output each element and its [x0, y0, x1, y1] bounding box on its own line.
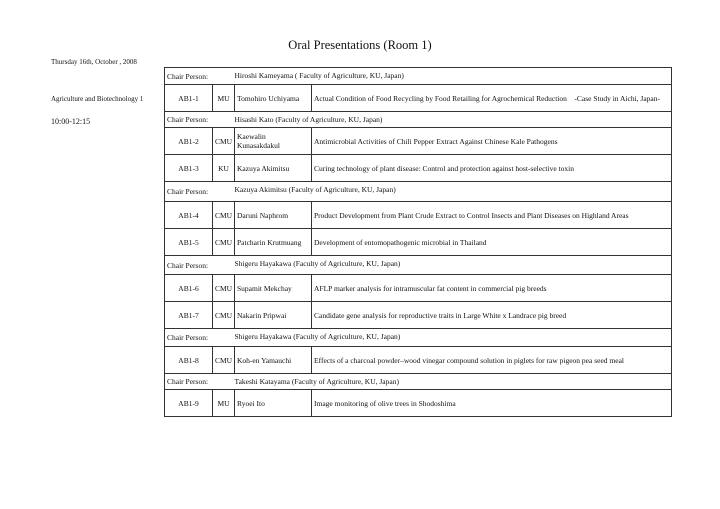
- chair-row: [165, 112, 672, 128]
- chair-name: Shigeru Hayakawa (Faculty of Agriculture, KU, Japan): [235, 256, 672, 275]
- chair-row: [165, 329, 672, 347]
- presentation-university: KU: [213, 155, 235, 182]
- chair-label: Chair Person:: [165, 182, 235, 202]
- presentation-university: MU: [213, 390, 235, 417]
- presentation-university: MU: [213, 85, 235, 112]
- presentation-title: Candidate gene analysis for reproductive traits in Large White x Landrace pig breed: [312, 302, 672, 329]
- presentation-title: Curing technology of plant disease: Control and protection against host-selective toxin: [312, 155, 672, 182]
- presentation-university: CMU: [213, 275, 235, 302]
- presentation-title: Image monitoring of olive trees in Shodoshima: [312, 390, 672, 417]
- presentation-row: [165, 85, 672, 112]
- presentation-title: Effects of a charcoal powder–wood vinegar compound solution in piglets for raw pigeon pea seed meal: [312, 347, 672, 374]
- presentation-row: [165, 128, 672, 155]
- chair-label: Chair Person:: [165, 68, 235, 85]
- presentation-university: CMU: [213, 128, 235, 155]
- presentation-title: AFLP marker analysis for intramuscular fat content in commercial pig breeds: [312, 275, 672, 302]
- chair-row: [165, 374, 672, 390]
- presentation-university: CMU: [213, 302, 235, 329]
- session-date: Thursday 16th, October , 2008: [51, 58, 137, 66]
- presentation-row: [165, 229, 672, 256]
- chair-label: Chair Person:: [165, 374, 235, 390]
- session-name: Agriculture and Biotechnology 1: [51, 95, 144, 103]
- presentation-author: Supamit Mekchay: [235, 275, 312, 302]
- presentation-university: CMU: [213, 229, 235, 256]
- presentation-title: Development of entomopathogenic microbial in Thailand: [312, 229, 672, 256]
- presentation-code: AB1-5: [165, 229, 213, 256]
- presentation-row: [165, 202, 672, 229]
- presentation-code: AB1-4: [165, 202, 213, 229]
- presentation-code: AB1-7: [165, 302, 213, 329]
- chair-name: Shigeru Hayakawa (Faculty of Agriculture, KU, Japan): [235, 329, 672, 347]
- chair-name: Kazuya Akimitsu (Faculty of Agriculture, KU, Japan): [235, 182, 672, 202]
- presentation-author: Ryoei Ito: [235, 390, 312, 417]
- chair-name: Takeshi Katayama (Faculty of Agriculture, KU, Japan): [235, 374, 672, 390]
- chair-row: [165, 256, 672, 275]
- presentation-code: AB1-1: [165, 85, 213, 112]
- chair-label: Chair Person:: [165, 329, 235, 347]
- chair-name: Hisashi Kato (Faculty of Agriculture, KU, Japan): [235, 112, 672, 128]
- presentation-title: Antimicrobial Activities of Chili Pepper Extract Against Chinese Kale Pathogens: [312, 128, 672, 155]
- presentation-title: Actual Condition of Food Recycling by Food Retailing for Agrochemical Reduction -Case Study in Aichi, Japan-: [312, 85, 672, 112]
- presentation-code: AB1-2: [165, 128, 213, 155]
- chair-row: [165, 182, 672, 202]
- presentation-row: [165, 302, 672, 329]
- presentation-code: AB1-6: [165, 275, 213, 302]
- presentation-code: AB1-3: [165, 155, 213, 182]
- presentation-row: [165, 347, 672, 374]
- session-time: 10:00-12:15: [51, 117, 91, 126]
- chair-row: [165, 68, 672, 85]
- presentation-row: [165, 155, 672, 182]
- presentation-author: Patcharin Krutmuang: [235, 229, 312, 256]
- schedule-table: [164, 67, 672, 417]
- chair-label: Chair Person:: [165, 256, 235, 275]
- presentation-university: CMU: [213, 347, 235, 374]
- presentation-code: AB1-8: [165, 347, 213, 374]
- presentation-title: Product Development from Plant Crude Extract to Control Insects and Plant Diseases on Highland Areas: [312, 202, 672, 229]
- presentation-author: Kaewalin Kunasakdakul: [235, 128, 312, 155]
- presentation-author: Tomohiro Uchiyama: [235, 85, 312, 112]
- presentation-row: [165, 390, 672, 417]
- presentation-row: [165, 275, 672, 302]
- presentation-author: Kazuya Akimitsu: [235, 155, 312, 182]
- presentation-code: AB1-9: [165, 390, 213, 417]
- page-title: Oral Presentations (Room 1): [288, 38, 432, 52]
- presentation-university: CMU: [213, 202, 235, 229]
- chair-label: Chair Person:: [165, 112, 235, 128]
- presentation-author: Nakarin Pripwai: [235, 302, 312, 329]
- presentation-author: Daruni Naphrom: [235, 202, 312, 229]
- chair-name: Hiroshi Kameyama ( Faculty of Agriculture, KU, Japan): [235, 68, 672, 85]
- presentation-author: Koh-en Yamauchi: [235, 347, 312, 374]
